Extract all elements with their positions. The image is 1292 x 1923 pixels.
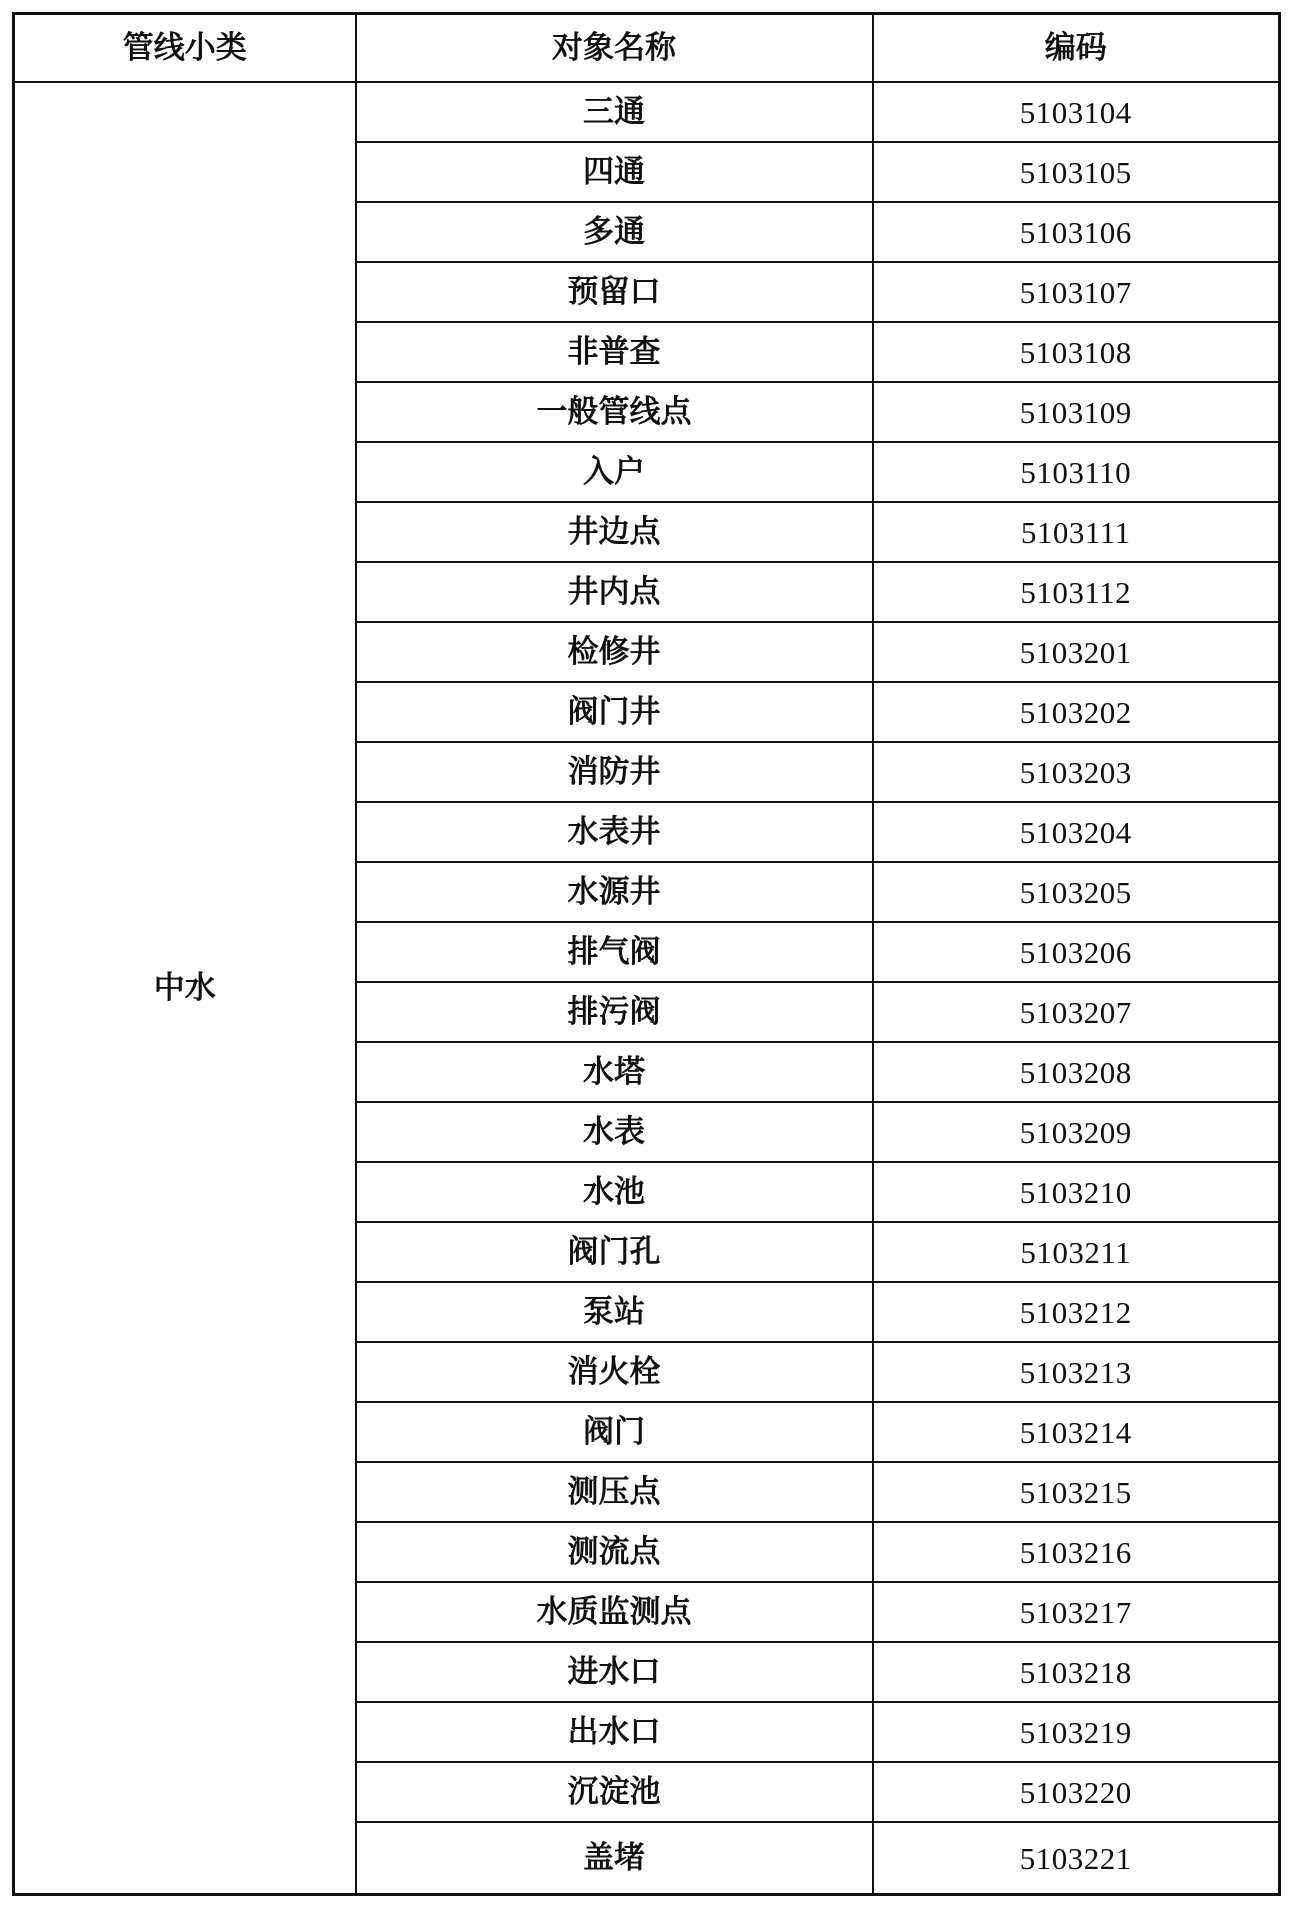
- code-cell: 5103204: [873, 802, 1280, 862]
- header-category: 管线小类: [14, 14, 356, 83]
- object-name-cell: 阀门井: [356, 682, 873, 742]
- object-name-cell: 水源井: [356, 862, 873, 922]
- header-row: [14, 14, 1280, 83]
- code-cell: 5103205: [873, 862, 1280, 922]
- code-cell: 5103221: [873, 1822, 1280, 1895]
- code-cell: 5103213: [873, 1342, 1280, 1402]
- code-cell: 5103112: [873, 562, 1280, 622]
- object-name-cell: 测压点: [356, 1462, 873, 1522]
- object-name-cell: 泵站: [356, 1282, 873, 1342]
- code-cell: 5103104: [873, 82, 1280, 142]
- document-page: [12, 12, 1278, 1910]
- object-name-cell: 水池: [356, 1162, 873, 1222]
- object-name-cell: 水表: [356, 1102, 873, 1162]
- code-cell: 5103207: [873, 982, 1280, 1042]
- code-cell: 5103109: [873, 382, 1280, 442]
- table-header: [14, 14, 1280, 83]
- code-cell: 5103211: [873, 1222, 1280, 1282]
- code-cell: 5103210: [873, 1162, 1280, 1222]
- object-name-cell: 消防井: [356, 742, 873, 802]
- object-name-cell: 多通: [356, 202, 873, 262]
- code-cell: 5103209: [873, 1102, 1280, 1162]
- table-body: [14, 82, 1280, 1895]
- object-name-cell: 出水口: [356, 1702, 873, 1762]
- object-name-cell: 一般管线点: [356, 382, 873, 442]
- object-name-cell: 四通: [356, 142, 873, 202]
- code-cell: 5103220: [873, 1762, 1280, 1822]
- object-name-cell: 消火栓: [356, 1342, 873, 1402]
- code-cell: 5103212: [873, 1282, 1280, 1342]
- object-name-cell: 阀门孔: [356, 1222, 873, 1282]
- code-cell: 5103218: [873, 1642, 1280, 1702]
- pipeline-code-table: [12, 12, 1281, 1896]
- header-code: 编码: [873, 14, 1280, 83]
- code-cell: 5103206: [873, 922, 1280, 982]
- table-row: [14, 82, 1280, 142]
- code-cell: 5103217: [873, 1582, 1280, 1642]
- object-name-cell: 检修井: [356, 622, 873, 682]
- code-cell: 5103214: [873, 1402, 1280, 1462]
- code-cell: 5103105: [873, 142, 1280, 202]
- code-cell: 5103108: [873, 322, 1280, 382]
- object-name-cell: 沉淀池: [356, 1762, 873, 1822]
- object-name-cell: 盖堵: [356, 1822, 873, 1895]
- object-name-cell: 排气阀: [356, 922, 873, 982]
- header-object-name: 对象名称: [356, 14, 873, 83]
- category-cell: 中水: [14, 82, 356, 1895]
- code-cell: 5103201: [873, 622, 1280, 682]
- code-cell: 5103107: [873, 262, 1280, 322]
- code-cell: 5103219: [873, 1702, 1280, 1762]
- object-name-cell: 入户: [356, 442, 873, 502]
- object-name-cell: 井内点: [356, 562, 873, 622]
- object-name-cell: 水塔: [356, 1042, 873, 1102]
- code-cell: 5103208: [873, 1042, 1280, 1102]
- object-name-cell: 测流点: [356, 1522, 873, 1582]
- object-name-cell: 水表井: [356, 802, 873, 862]
- code-cell: 5103203: [873, 742, 1280, 802]
- object-name-cell: 排污阀: [356, 982, 873, 1042]
- code-cell: 5103202: [873, 682, 1280, 742]
- object-name-cell: 非普查: [356, 322, 873, 382]
- object-name-cell: 阀门: [356, 1402, 873, 1462]
- object-name-cell: 水质监测点: [356, 1582, 873, 1642]
- object-name-cell: 进水口: [356, 1642, 873, 1702]
- code-cell: 5103106: [873, 202, 1280, 262]
- object-name-cell: 预留口: [356, 262, 873, 322]
- code-cell: 5103110: [873, 442, 1280, 502]
- code-cell: 5103216: [873, 1522, 1280, 1582]
- object-name-cell: 三通: [356, 82, 873, 142]
- code-cell: 5103215: [873, 1462, 1280, 1522]
- object-name-cell: 井边点: [356, 502, 873, 562]
- code-cell: 5103111: [873, 502, 1280, 562]
